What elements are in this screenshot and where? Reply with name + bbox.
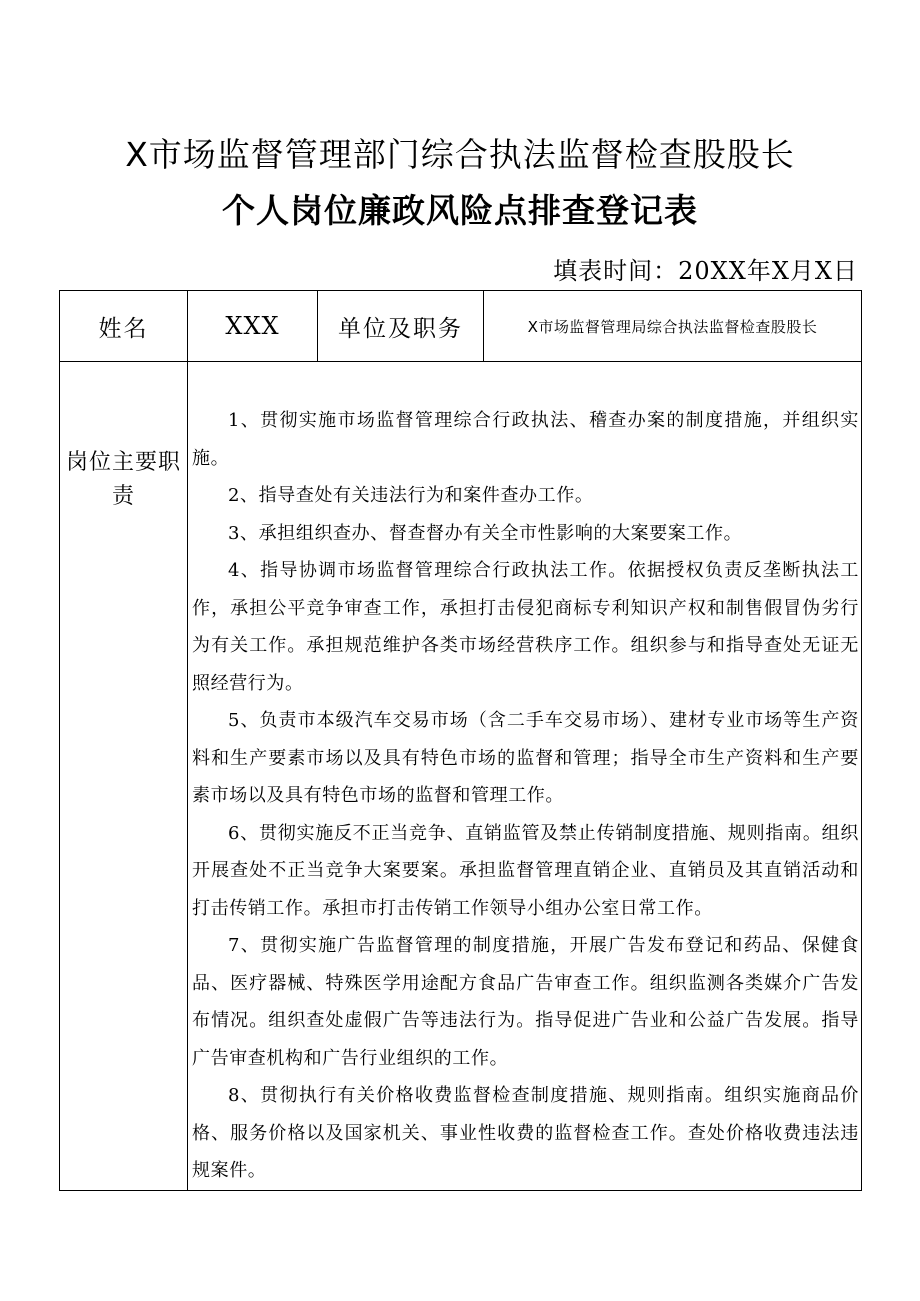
duty-item: 5、负责市本级汽车交易市场（含二手车交易市场）、建材专业市场等生产资料和生产要素市场以及具有特色市场的监督和管理；指导全市生产资料和生产要素市场以及具有特色市场的监督和管理工作。 xyxy=(192,710,859,806)
duty-item: 2、指导查处有关违法行为和案件查办工作。 xyxy=(228,485,594,506)
duties-label-cell xyxy=(60,362,188,1191)
duty-item: 6、贯彻实施反不正当竞争、直销监管及禁止传销制度措施、规则指南。组织开展查处不正当竞争大案要案。承担监督管理直销企业、直销员及其直销活动和打击传销工作。承担市打击传销工作领导小组办公室日常工作。 xyxy=(192,822,859,919)
name-value: XXX xyxy=(225,312,280,340)
duty-item: 4、指导协调市场监督管理综合行政执法工作。依据授权负责反垄断执法工作，承担公平竞争审查工作，承担打击侵犯商标专利知识产权和制售假冒伪劣行为有关工作。承担规范维护各类市场经营秩序工作。组织参与和指导查处无证无照经营行为。 xyxy=(192,560,859,694)
unit-value: X市场监督管理局综合执法监督检查股股长 xyxy=(527,317,818,336)
duty-item: 8、贯彻执行有关价格收费监督检查制度措施、规则指南。组织实施商品价格、服务价格以及国家机关、事业性收费的监督检查工作。查处价格收费违法违规案件。 xyxy=(192,1085,859,1181)
duties-row xyxy=(60,362,862,1191)
unit-label: 单位及职务 xyxy=(338,315,463,342)
duties-list xyxy=(188,362,861,1190)
duty-item: 3、承担组织查办、督查督办有关全市性影响的大案要案工作。 xyxy=(228,522,743,544)
registration-form-table xyxy=(59,290,862,1191)
duties-label: 岗位主要职责 xyxy=(65,450,181,509)
header-row xyxy=(60,291,862,362)
name-label-cell xyxy=(60,291,188,362)
unit-value-cell xyxy=(484,291,862,362)
unit-label-cell xyxy=(318,291,484,362)
document-title-line1: X市场监督管理部门综合执法监督检查股股长 xyxy=(125,135,795,174)
duty-item: 1、贯彻实施市场监督管理综合行政执法、稽查办案的制度措施，并组织实施。 xyxy=(192,410,859,469)
name-label: 姓名 xyxy=(98,315,149,342)
duty-item: 7、贯彻实施广告监督管理的制度措施，开展广告发布登记和药品、保健食品、医疗器械、特殊医学用途配方食品广告审查工作。组织监测各类媒介广告发布情况。组织查处虚假广告等违法行为。指导促进广告业和公益广告发展。指导广告审查机构和广告行业组织的工作。 xyxy=(192,935,859,1069)
document-title-line2: 个人岗位廉政风险点排查登记表 xyxy=(222,191,698,230)
name-value-cell xyxy=(188,291,318,362)
duties-content-cell xyxy=(188,362,862,1191)
fill-date: 填表时间：20XX年X月X日 xyxy=(553,257,858,285)
